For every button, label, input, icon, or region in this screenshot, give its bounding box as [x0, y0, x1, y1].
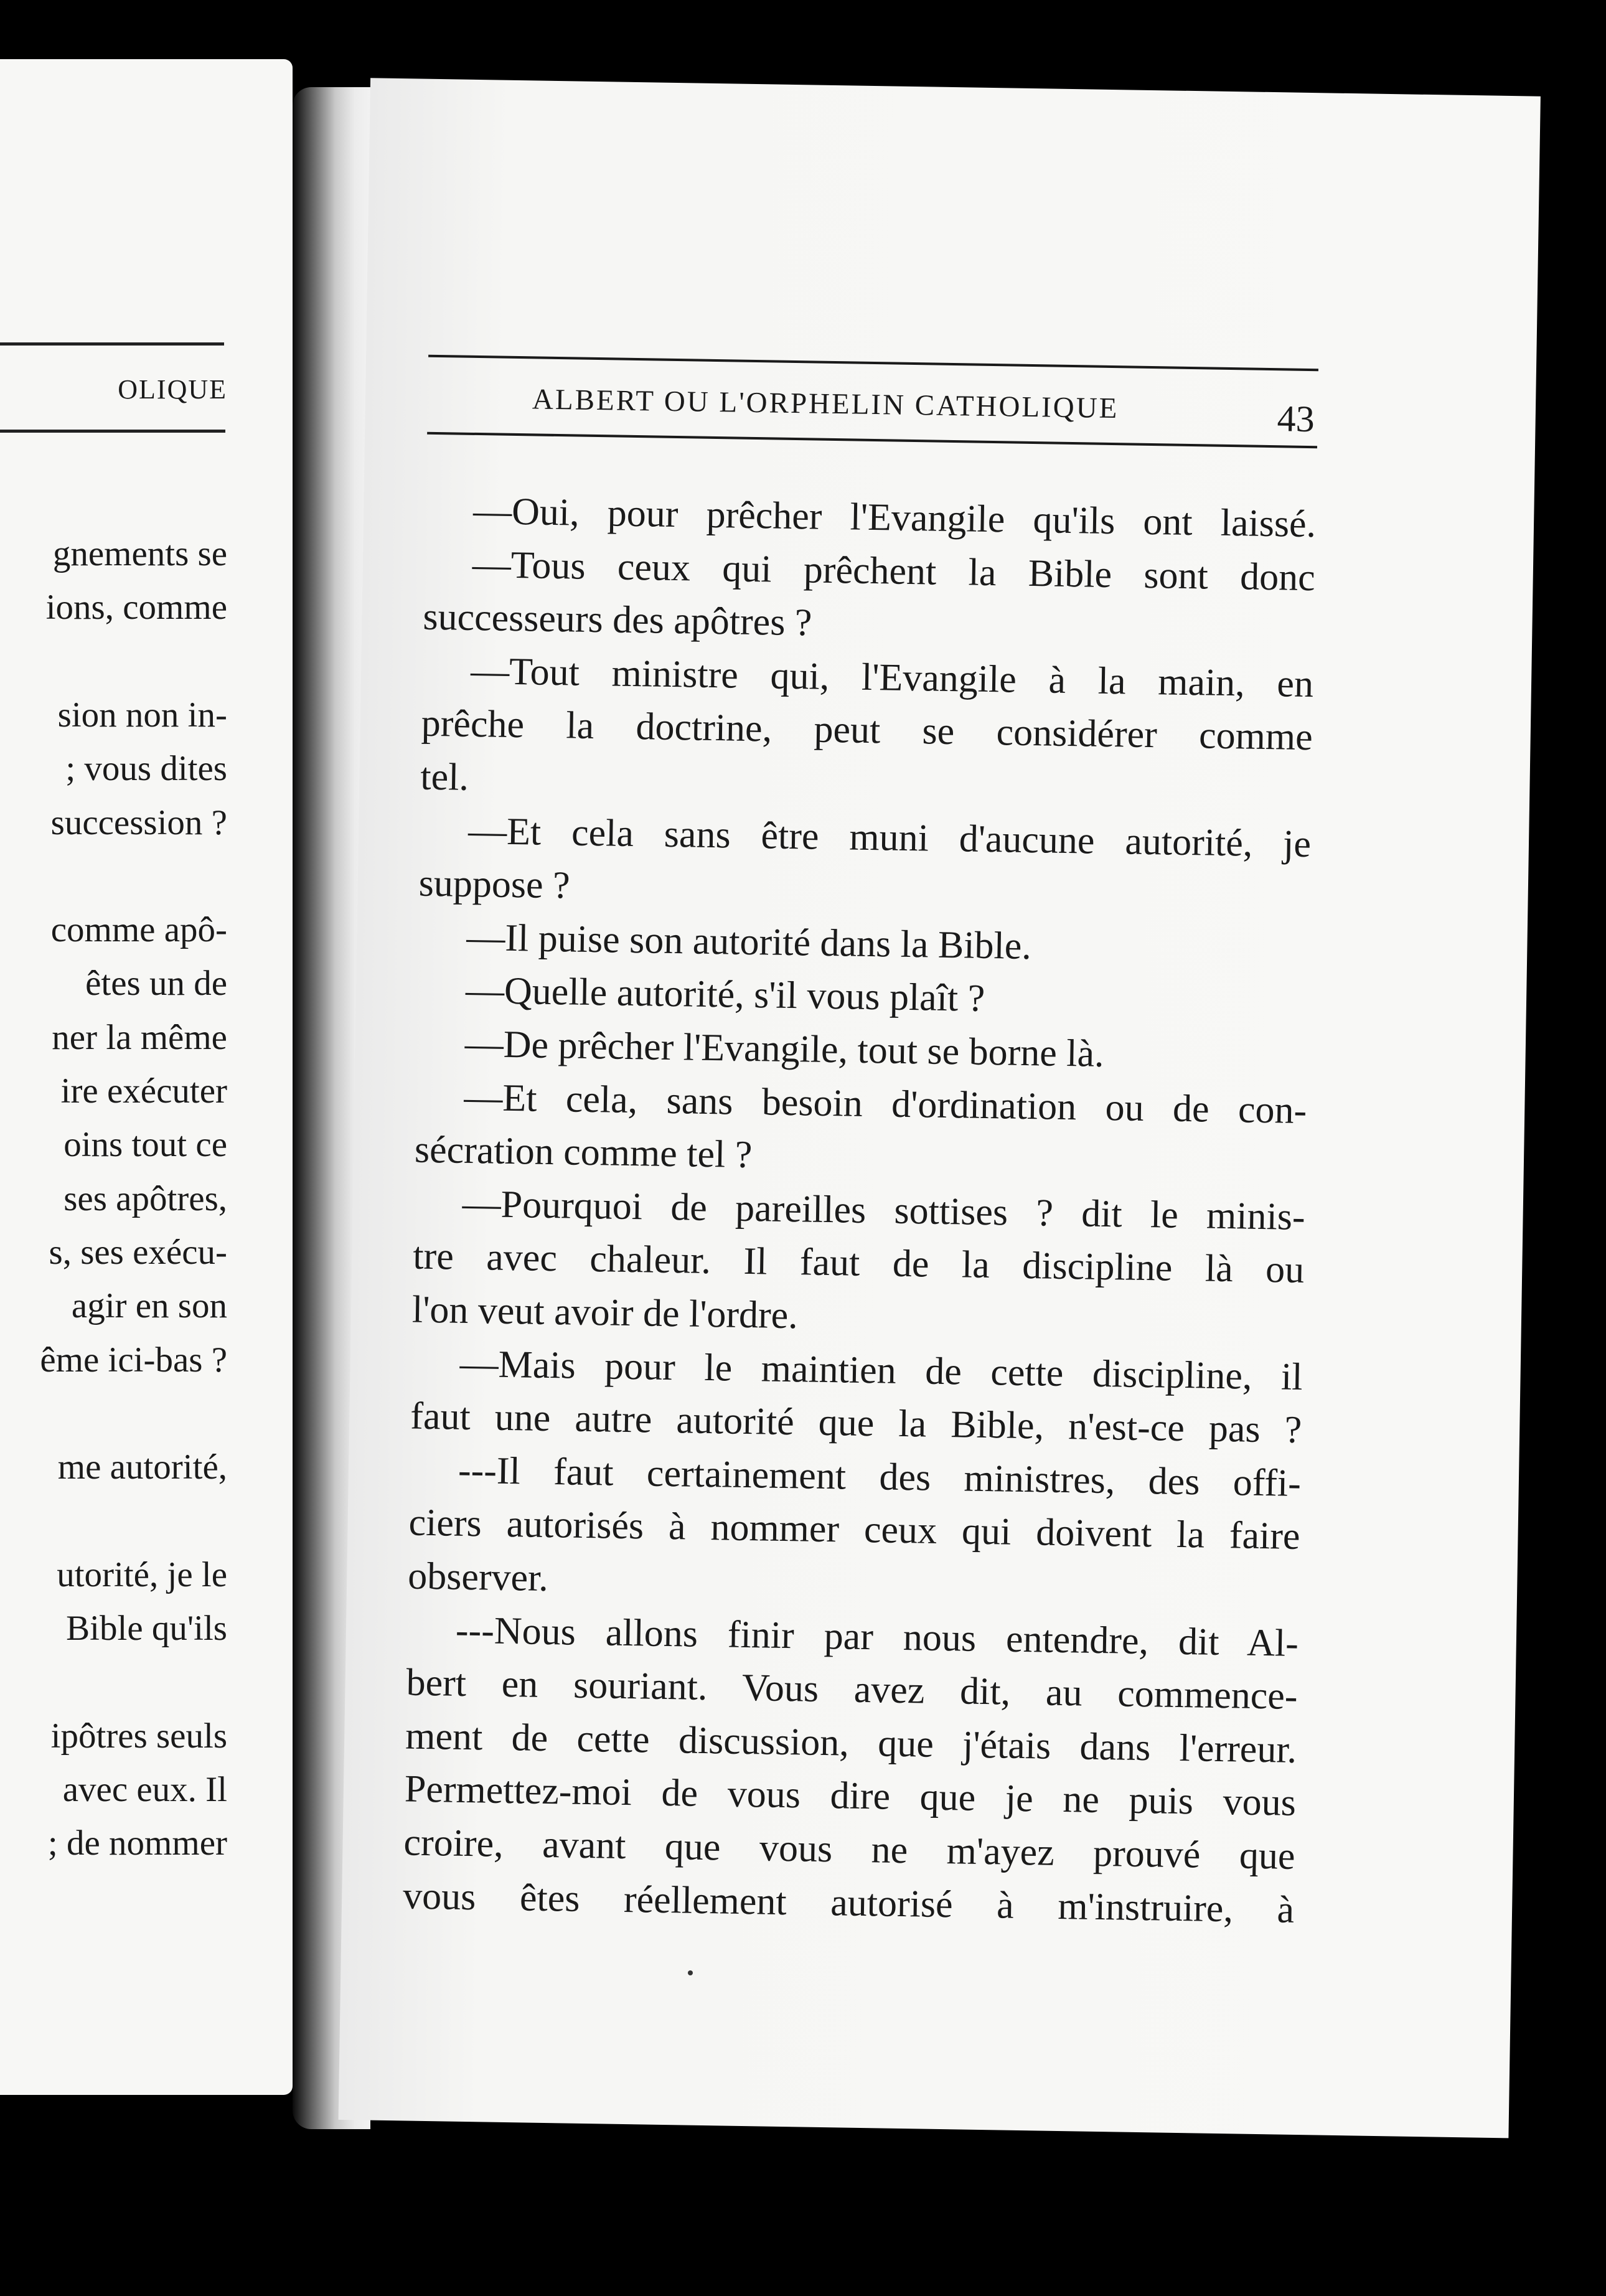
- left-text-line: ême ici-bas ?: [40, 1340, 227, 1380]
- left-text-line: Bible qu'ils: [66, 1609, 227, 1648]
- left-page: [0, 59, 293, 2095]
- left-text-line: me autorité,: [57, 1447, 227, 1487]
- text-line: —Tout ministre qui, l'Evangile à la main, en: [470, 649, 1314, 705]
- left-text-line: gnements se: [52, 534, 227, 573]
- left-text-line: agir en son: [71, 1286, 227, 1326]
- text-line: prêche la doctrine, peut se considérer comme: [421, 702, 1313, 759]
- text-line: bert en souriant. Vous avez dit, au commence-: [406, 1661, 1298, 1718]
- left-text-line: sion non in-: [57, 695, 227, 735]
- body-text: [400, 79, 1323, 2135]
- text-line: ciers autorisés à nommer ceux qui doivent la faire: [408, 1501, 1301, 1558]
- text-line: croire, avant que vous ne m'ayez prouvé que: [403, 1821, 1295, 1878]
- text-line: —Pourquoi de pareilles sottises ? dit le minis-: [462, 1182, 1306, 1238]
- text-line: observer.: [407, 1555, 549, 1600]
- left-text-line: ire exécuter: [60, 1071, 227, 1111]
- left-text-line: ses apôtres,: [63, 1179, 227, 1218]
- print-speck: [688, 1970, 693, 1975]
- right-page: [339, 78, 1541, 2138]
- text-line: faut une autre autorité que la Bible, n'est-ce pas ?: [410, 1395, 1302, 1452]
- text-line: —Oui, pour prêcher l'Evangile qu'ils ont laissé.: [472, 489, 1317, 546]
- left-text-line: avec eux. Il: [62, 1769, 227, 1809]
- text-line: —Et cela, sans besoin d'ordination ou de con-: [463, 1076, 1307, 1132]
- text-line: Permettez-moi de vous dire que je ne puis vous: [404, 1767, 1297, 1825]
- text-line: —Quelle autorité, s'il vous plaît ?: [465, 969, 985, 1020]
- header-rule-bottom: [0, 430, 225, 433]
- text-line: —Mais pour le maintien de cette discipline, il: [459, 1342, 1303, 1398]
- running-head: ALBERT OU L'ORPHELIN CATHOLIQUE: [532, 383, 1119, 425]
- text-line: ---Nous allons finir par nous entendre, dit Al-: [455, 1609, 1299, 1665]
- left-text-line: s, ses exécu-: [49, 1232, 227, 1272]
- left-running-head: OLIQUE: [118, 374, 227, 405]
- text-line: —Et cela sans être muni d'aucune autorité, je: [467, 809, 1312, 865]
- text-line: —Il puise son autorité dans la Bible.: [466, 916, 1032, 967]
- left-text-line: êtes un de: [85, 964, 227, 1004]
- text-line: ment de cette discussion, que j'étais dans l'erreur.: [405, 1715, 1297, 1771]
- text-line: —Tous ceux qui prêchent la Bible sont donc: [472, 543, 1316, 599]
- left-text-line: succession ?: [50, 802, 227, 842]
- text-line: successeurs des apôtres ?: [422, 595, 812, 644]
- left-text-line: ; vous dites: [65, 749, 227, 789]
- left-text-line: ner la même: [52, 1017, 227, 1057]
- left-text-line: oins tout ce: [63, 1125, 227, 1165]
- text-line: tre avec chaleur. Il faut de la discipline là ou: [412, 1235, 1305, 1292]
- left-text-line: ; de nommer: [47, 1823, 227, 1863]
- text-line: sécration comme tel ?: [414, 1128, 753, 1177]
- text-line: vous êtes réellement autorisé à m'instruire, à: [402, 1875, 1295, 1931]
- text-line: l'on veut avoir de l'ordre.: [411, 1288, 799, 1337]
- page-number: 43: [1277, 398, 1315, 440]
- text-line: ---Il faut certainement des ministres, des offi-: [458, 1449, 1302, 1505]
- text-line: tel.: [420, 755, 469, 799]
- left-text-line: comme apô-: [50, 910, 227, 950]
- text-line: —De prêcher l'Evangile, tout se borne là.: [464, 1022, 1105, 1075]
- text-line: suppose ?: [418, 862, 571, 907]
- header-rule-top: [0, 342, 224, 346]
- left-text-line: ipôtres seuls: [50, 1716, 227, 1756]
- left-text-line: utorité, je le: [57, 1555, 227, 1594]
- left-text-line: ions, comme: [45, 588, 227, 628]
